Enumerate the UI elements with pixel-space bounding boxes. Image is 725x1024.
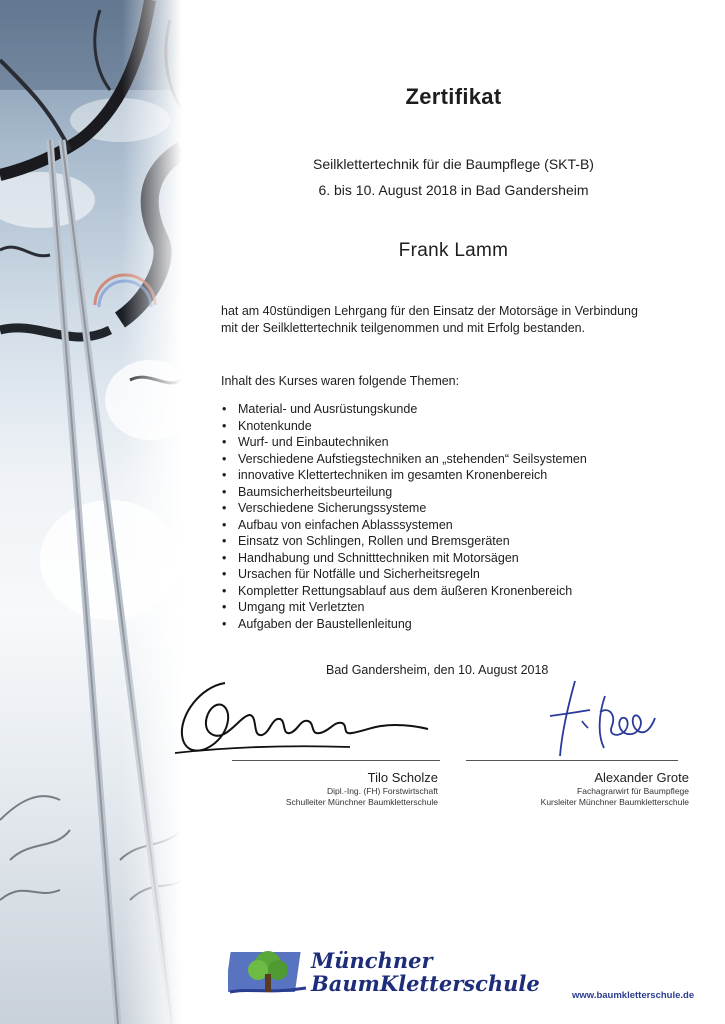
topics-heading: Inhalt des Kurses waren folgende Themen:: [221, 374, 460, 388]
signature-right: [520, 676, 660, 766]
tree-logo-icon: [228, 942, 308, 1002]
course-dates: 6. bis 10. August 2018 in Bad Gandersheim: [318, 182, 589, 198]
statement: [221, 303, 701, 337]
list-item: • Verschiedene Sicherungssysteme: [221, 500, 587, 517]
signatory-name: Tilo Scholze: [367, 770, 438, 785]
list-item: • Ursachen für Notfälle und Sicherheitsregeln: [221, 566, 587, 583]
signatory-right: [541, 770, 689, 808]
list-item: • innovative Klettertechniken im gesamten Kronenbereich: [221, 467, 587, 484]
list-item: • Kompletter Rettungsablauf aus dem äußeren Kronenbereich: [221, 583, 587, 600]
logo-line-2: BaumKletterschule: [311, 971, 540, 996]
recipient-name: Frank Lamm: [398, 240, 509, 261]
signature-left: [170, 675, 430, 765]
signature-line-left: [232, 760, 440, 761]
signature-line-right: [466, 760, 678, 761]
statement-line-1: hat am 40stündigen Lehrgang für den Einsatz der Motorsäge in Verbindung: [221, 304, 638, 318]
list-item: • Handhabung und Schnitttechniken mit Motorsägen: [221, 550, 587, 567]
list-item: • Aufbau von einfachen Ablasssystemen: [221, 517, 587, 534]
school-logo: [228, 942, 540, 1002]
place-date: Bad Gandersheim, den 10. August 2018: [326, 663, 549, 677]
signatory-title: Fachagrarwirt für Baumpflege: [577, 786, 689, 796]
list-item: • Aufgaben der Baustellenleitung: [221, 616, 587, 633]
course-title: Seilklettertechnik für die Baumpflege (SKT-B): [313, 156, 594, 172]
list-item: • Material- und Ausrüstungskunde: [221, 401, 587, 418]
logo-line-1: Münchner: [311, 948, 433, 973]
signatory-role: Kursleiter Münchner Baumkletterschule: [540, 797, 689, 807]
list-item: • Verschiedene Aufstiegstechniken an „stehenden“ Seilsystemen: [221, 451, 587, 468]
list-item: • Baumsicherheitsbeurteilung: [221, 484, 587, 501]
topics-list: [221, 401, 587, 632]
list-item: • Einsatz von Schlingen, Rollen und Bremsgeräten: [221, 533, 587, 550]
signatory-left: [286, 770, 438, 808]
signatory-role: Schulleiter Münchner Baumkletterschule: [285, 797, 438, 807]
list-item: • Knotenkunde: [221, 418, 587, 435]
list-item: • Wurf- und Einbautechniken: [221, 434, 587, 451]
statement-line-2: mit der Seilklettertechnik teilgenommen und mit Erfolg bestanden.: [221, 321, 586, 335]
list-item: • Umgang mit Verletzten: [221, 599, 587, 616]
certificate-title: Zertifikat: [405, 84, 502, 109]
website-link[interactable]: www.baumkletterschule.de: [572, 990, 695, 1001]
signatory-title: Dipl.-Ing. (FH) Forstwirtschaft: [327, 786, 438, 796]
signatory-name: Alexander Grote: [594, 770, 689, 785]
